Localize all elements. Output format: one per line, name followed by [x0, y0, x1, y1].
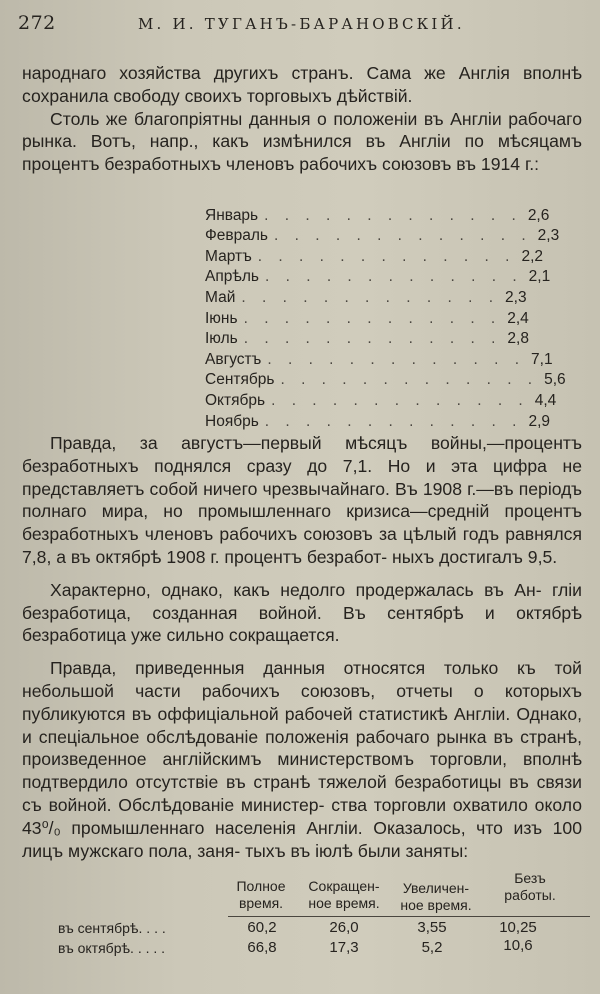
month-name: Іюнь	[205, 309, 238, 327]
text-line: рынка въ странѣ, произведенное англійскимъ министерствомъ	[22, 726, 582, 770]
table-cell: 26,0	[329, 919, 359, 936]
text-line: ныхъ достигалъ 9,5.	[392, 546, 558, 567]
table-cell: 3,55	[417, 919, 447, 936]
leader-dots: . . . . . . . . . . . . .	[264, 206, 522, 224]
leader-dots: . . . . . . . . . . . . .	[243, 330, 502, 348]
text-line: безработицы въ связи съ войной. Обслѣдованіе министер-	[22, 772, 582, 815]
month-value: 2,4	[507, 309, 529, 327]
column-header-line: Безъ	[514, 870, 546, 886]
text-line: народнаго хозяйства другихъ странъ. Сама же Англія вполнѣ	[22, 63, 582, 83]
text-line: представляетъ собой ничего чрезвычайнаго. Въ 1908 г.—въ	[22, 478, 514, 499]
text-line: безработныхъ поднялся сразу до 7,1. Но и эта цифра не	[22, 455, 582, 476]
page-number: 272	[18, 12, 56, 34]
month-name: Іюль	[205, 330, 238, 348]
text-line: въ 1914 г.:	[456, 154, 540, 175]
month-row	[205, 286, 527, 307]
column-header-line: работы.	[504, 887, 556, 903]
leader-dots: . . . . . . . . . . . . .	[271, 391, 529, 409]
month-name: Октябрь	[205, 391, 266, 409]
month-row	[205, 266, 551, 287]
text-line: мѣсяцамъ процентъ безработныхъ членовъ рабочихъ союзовъ	[22, 131, 582, 175]
month-row	[205, 307, 529, 328]
text-line: ства торговли охватило около 43⁰/₀ промышленнаго населенія	[22, 794, 582, 838]
table-cell: 5,2	[421, 939, 443, 956]
text-line: гліи безработица, созданная войной. Въ сентябрѣ и октябрѣ	[22, 579, 583, 623]
column-header-line: Сокращен-	[308, 878, 380, 894]
table-rule	[228, 916, 590, 917]
column-header-line: ное время.	[400, 897, 472, 913]
month-value: 4,4	[534, 391, 557, 409]
text-line: Характерно, однако, какъ недолго продержалась въ Ан-	[50, 579, 542, 600]
month-value: 2,3	[537, 227, 560, 245]
row-label-september: въ сентябрѣ. . . .	[58, 920, 166, 936]
month-row	[205, 245, 544, 266]
text-block-bottom	[22, 432, 582, 862]
column-header-line: Полное	[236, 878, 286, 894]
column-header-overtime	[392, 880, 480, 914]
table-cell: 10,25	[499, 919, 537, 936]
text-line: Англіи. Оказалось, что изъ 100 лицъ мужскаго пола, заня-	[22, 817, 582, 861]
text-line: Однако, и спеціальное обслѣдованіе положенія рабочаго	[22, 703, 582, 747]
paragraph-4	[22, 579, 582, 647]
month-row	[205, 389, 557, 410]
month-name: Мартъ	[205, 247, 252, 265]
month-name: Ноябрь	[205, 412, 259, 430]
month-value: 2,9	[528, 412, 551, 430]
text-line: Столь же благопріятны данныя о положеніи въ Англіи	[50, 108, 502, 129]
text-line: публикуются въ оффиціальной рабочей статистикѣ Англіи.	[22, 703, 511, 724]
column-header-full-time	[228, 878, 294, 912]
leader-dots: . . . . . . . . . . . . .	[267, 350, 526, 368]
month-name: Апрѣль	[205, 268, 259, 286]
text-block-top	[22, 62, 582, 176]
month-name: Февраль	[205, 227, 268, 245]
month-row	[205, 369, 566, 390]
page-header	[18, 12, 578, 44]
text-line: тыхъ въ іюлѣ были заняты:	[245, 840, 469, 861]
text-line: небольшой части рабочихъ союзовъ, отчеты о которыхъ	[22, 680, 582, 701]
month-row	[205, 225, 560, 246]
text-line: годъ равнялся 7,8, а въ октябрѣ 1908 г. процентъ безработ-	[22, 524, 582, 567]
leader-dots: . . . . . . . . . . . . .	[264, 268, 523, 286]
month-name: Сентябрь	[205, 371, 275, 389]
leader-dots: . . . . . . . . . . . . .	[243, 309, 502, 327]
table-cell: 60,2	[247, 919, 277, 936]
month-value: 2,1	[528, 268, 551, 286]
table-cell: 17,3	[329, 939, 359, 956]
table-cell: 66,8	[247, 939, 277, 956]
paragraph-2	[22, 108, 582, 176]
column-header-line: ное время.	[308, 895, 380, 911]
month-row	[205, 328, 529, 349]
month-value: 2,3	[505, 288, 527, 306]
month-value: 7,1	[531, 350, 553, 368]
text-line: Правда, приведенныя данныя относятся только къ той	[50, 658, 582, 679]
month-value: 2,8	[507, 330, 529, 348]
leader-dots: . . . . . . . . . . . . .	[274, 227, 532, 245]
month-row	[205, 348, 553, 369]
month-value: 5,6	[544, 371, 566, 389]
month-value: 2,2	[521, 247, 544, 265]
paragraph-5	[22, 657, 582, 862]
text-line: сохранила свободу своихъ торговыхъ дѣйствій.	[22, 85, 413, 106]
column-header-line: время.	[238, 895, 284, 911]
month-name: Январь	[205, 206, 259, 224]
paragraph-1	[22, 62, 582, 108]
row-label-october: въ октябрѣ. . . . .	[58, 940, 166, 956]
paragraph-3	[22, 432, 582, 569]
text-line: рабочаго рынка. Вотъ, напр., какъ измѣнился въ Англіи по	[22, 108, 582, 152]
leader-dots: . . . . . . . . . . . . .	[257, 247, 516, 265]
table-cell: 10,6	[503, 937, 533, 954]
month-row	[205, 410, 551, 431]
month-name: Августъ	[205, 350, 262, 368]
column-header-unemployed	[488, 870, 572, 904]
text-line: торговли, вполнѣ подтвердило отсутствіе въ странѣ тяжелой	[22, 749, 582, 793]
text-line: процентъ безработныхъ членовъ рабочихъ союзовъ за цѣлый	[22, 501, 583, 545]
month-row	[205, 204, 550, 225]
text-line: Правда, за августъ—первый мѣсяцъ войны,—процентъ	[50, 433, 582, 453]
month-name: Май	[205, 288, 236, 306]
running-head: М. И. ТУГАНЪ-БАРАНОВСКІЙ.	[138, 15, 465, 33]
month-value: 2,6	[527, 206, 550, 224]
leader-dots: . . . . . . . . . . . . .	[280, 371, 539, 389]
column-header-line: Увеличен-	[402, 880, 470, 896]
column-header-short-time	[300, 878, 388, 912]
text-line: безработица уже сильно сокращается.	[22, 625, 340, 646]
leader-dots: . . . . . . . . . . . . .	[264, 412, 523, 430]
monthly-unemployment-list	[205, 204, 566, 431]
text-line: періодъ полнаго мира, но промышленнаго кризиса—средній	[22, 478, 582, 522]
leader-dots: . . . . . . . . . . . . .	[241, 288, 500, 306]
